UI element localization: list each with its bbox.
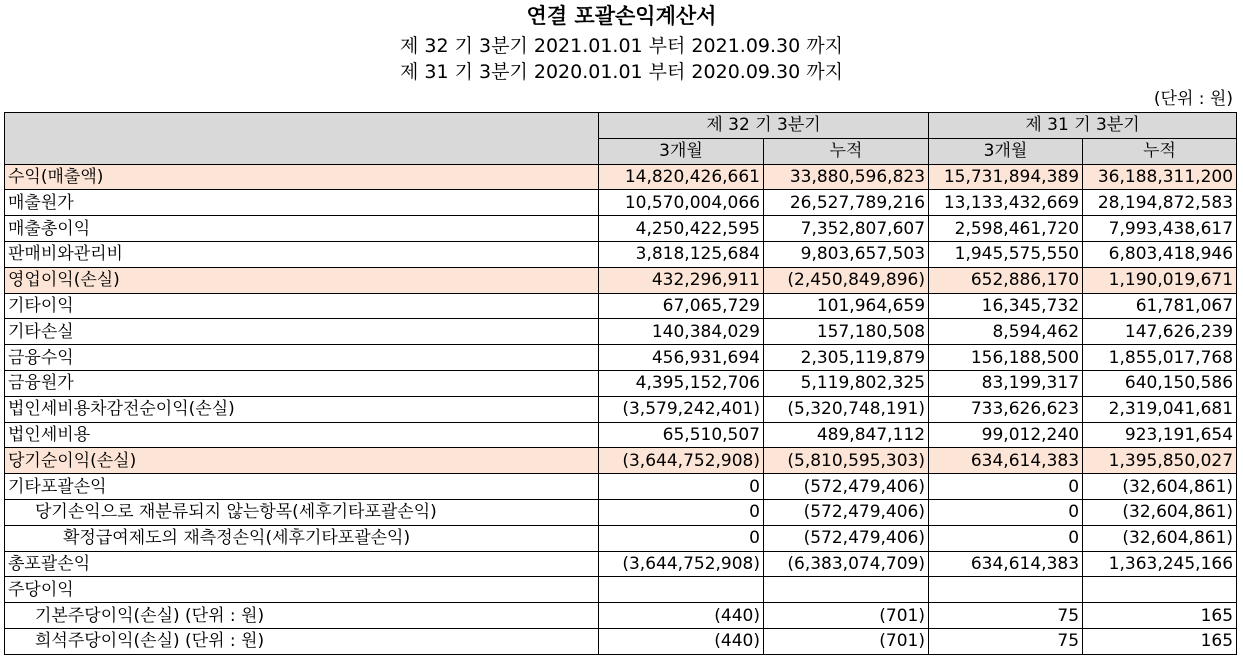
value-cell: 0: [929, 525, 1083, 551]
row-label: 당기손익으로 재분류되지 않는항목(세후기타포괄손익): [5, 499, 599, 525]
unit-label: (단위 : 원): [1153, 89, 1233, 109]
value-cell: 456,931,694: [599, 345, 764, 371]
table-row: [5, 474, 1237, 500]
table-row: [5, 267, 1237, 293]
value-cell: 0: [929, 474, 1083, 500]
row-label: 판매비와관리비: [5, 241, 599, 267]
header-blank-cell: [5, 113, 599, 165]
table-row: [5, 577, 1237, 603]
table-row: [5, 499, 1237, 525]
row-label: 영업이익(손실): [5, 267, 599, 293]
value-cell: (32,604,861): [1083, 525, 1237, 551]
row-label: 기본주당이익(손실) (단위 : 원): [5, 603, 599, 629]
value-cell: [1083, 577, 1237, 603]
period-current: 제 32 기 3분기 2021.01.01 부터 2021.09.30 까지: [400, 35, 843, 57]
row-label: 희석주당이익(손실) (단위 : 원): [5, 628, 599, 654]
sub-header-prior-cumulative: 누적: [1083, 138, 1237, 164]
value-cell: (2,450,849,896): [764, 267, 929, 293]
value-cell: 0: [599, 525, 764, 551]
value-cell: (32,604,861): [1083, 474, 1237, 500]
value-cell: (6,383,074,709): [764, 551, 929, 577]
group-header-prior: 제 31 기 3분기: [929, 113, 1237, 139]
value-cell: 9,803,657,503: [764, 241, 929, 267]
table-row: [5, 190, 1237, 216]
value-cell: 99,012,240: [929, 422, 1083, 448]
table-row: [5, 345, 1237, 371]
value-cell: (572,479,406): [764, 474, 929, 500]
value-cell: 652,886,170: [929, 267, 1083, 293]
value-cell: 5,119,802,325: [764, 370, 929, 396]
value-cell: 923,191,654: [1083, 422, 1237, 448]
value-cell: 3,818,125,684: [599, 241, 764, 267]
value-cell: 2,305,119,879: [764, 345, 929, 371]
table-row: [5, 422, 1237, 448]
table-row: [5, 319, 1237, 345]
value-cell: 4,395,152,706: [599, 370, 764, 396]
value-cell: 1,395,850,027: [1083, 448, 1237, 474]
value-cell: 157,180,508: [764, 319, 929, 345]
row-label: 기타이익: [5, 293, 599, 319]
value-cell: 2,319,041,681: [1083, 396, 1237, 422]
table-row: [5, 448, 1237, 474]
value-cell: 33,880,596,823: [764, 164, 929, 190]
income-statement-table: [4, 112, 1237, 655]
value-cell: 2,598,461,720: [929, 216, 1083, 242]
value-cell: 0: [929, 499, 1083, 525]
value-cell: 4,250,422,595: [599, 216, 764, 242]
value-cell: (32,604,861): [1083, 499, 1237, 525]
value-cell: 1,190,019,671: [1083, 267, 1237, 293]
table-row: [5, 370, 1237, 396]
value-cell: 165: [1083, 628, 1237, 654]
value-cell: 15,731,894,389: [929, 164, 1083, 190]
sub-header-prior-3m: 3개월: [929, 138, 1083, 164]
value-cell: 67,065,729: [599, 293, 764, 319]
value-cell: 489,847,112: [764, 422, 929, 448]
value-cell: 7,993,438,617: [1083, 216, 1237, 242]
row-label: 매출총이익: [5, 216, 599, 242]
value-cell: 7,352,807,607: [764, 216, 929, 242]
value-cell: 165: [1083, 603, 1237, 629]
statement-title: 연결 포괄손익계산서: [526, 4, 717, 28]
value-cell: 640,150,586: [1083, 370, 1237, 396]
table-row: [5, 241, 1237, 267]
value-cell: [599, 577, 764, 603]
value-cell: 432,296,911: [599, 267, 764, 293]
value-cell: (572,479,406): [764, 525, 929, 551]
value-cell: 1,855,017,768: [1083, 345, 1237, 371]
table-row: [5, 216, 1237, 242]
row-label: 금융수익: [5, 345, 599, 371]
table-row: [5, 525, 1237, 551]
table-row: [5, 603, 1237, 629]
table-row: [5, 628, 1237, 654]
value-cell: 156,188,500: [929, 345, 1083, 371]
row-label: 기타포괄손익: [5, 474, 599, 500]
value-cell: (440): [599, 603, 764, 629]
value-cell: (701): [764, 628, 929, 654]
value-cell: 26,527,789,216: [764, 190, 929, 216]
row-label: 매출원가: [5, 190, 599, 216]
value-cell: 101,964,659: [764, 293, 929, 319]
value-cell: 65,510,507: [599, 422, 764, 448]
value-cell: 634,614,383: [929, 448, 1083, 474]
row-label: 확정급여제도의 재측정손익(세후기타포괄손익): [5, 525, 599, 551]
sub-header-current-cumulative: 누적: [764, 138, 929, 164]
period-prior: 제 31 기 3분기 2020.01.01 부터 2020.09.30 까지: [400, 61, 843, 83]
value-cell: 28,194,872,583: [1083, 190, 1237, 216]
value-cell: 75: [929, 603, 1083, 629]
value-cell: 0: [599, 474, 764, 500]
value-cell: (5,810,595,303): [764, 448, 929, 474]
value-cell: 10,570,004,066: [599, 190, 764, 216]
value-cell: 140,384,029: [599, 319, 764, 345]
group-header-row: [5, 113, 1237, 139]
value-cell: (3,644,752,908): [599, 551, 764, 577]
value-cell: 1,363,245,166: [1083, 551, 1237, 577]
value-cell: 16,345,732: [929, 293, 1083, 319]
value-cell: (3,579,242,401): [599, 396, 764, 422]
value-cell: [929, 577, 1083, 603]
value-cell: 36,188,311,200: [1083, 164, 1237, 190]
value-cell: 1,945,575,550: [929, 241, 1083, 267]
table-row: [5, 551, 1237, 577]
table-row: [5, 164, 1237, 190]
value-cell: 8,594,462: [929, 319, 1083, 345]
value-cell: (440): [599, 628, 764, 654]
value-cell: (572,479,406): [764, 499, 929, 525]
value-cell: 0: [599, 499, 764, 525]
table-row: [5, 293, 1237, 319]
row-label: 법인세비용차감전순이익(손실): [5, 396, 599, 422]
row-label: 수익(매출액): [5, 164, 599, 190]
value-cell: 61,781,067: [1083, 293, 1237, 319]
value-cell: [764, 577, 929, 603]
row-label: 주당이익: [5, 577, 599, 603]
row-label: 기타손실: [5, 319, 599, 345]
row-label: 당기순이익(손실): [5, 448, 599, 474]
value-cell: 83,199,317: [929, 370, 1083, 396]
row-label: 법인세비용: [5, 422, 599, 448]
value-cell: 634,614,383: [929, 551, 1083, 577]
value-cell: 6,803,418,946: [1083, 241, 1237, 267]
value-cell: (5,320,748,191): [764, 396, 929, 422]
sub-header-current-3m: 3개월: [599, 138, 764, 164]
table-row: [5, 396, 1237, 422]
row-label: 금융원가: [5, 370, 599, 396]
value-cell: (701): [764, 603, 929, 629]
value-cell: (3,644,752,908): [599, 448, 764, 474]
value-cell: 75: [929, 628, 1083, 654]
group-header-current: 제 32 기 3분기: [599, 113, 929, 139]
value-cell: 147,626,239: [1083, 319, 1237, 345]
value-cell: 13,133,432,669: [929, 190, 1083, 216]
row-label: 총포괄손익: [5, 551, 599, 577]
value-cell: 733,626,623: [929, 396, 1083, 422]
value-cell: 14,820,426,661: [599, 164, 764, 190]
